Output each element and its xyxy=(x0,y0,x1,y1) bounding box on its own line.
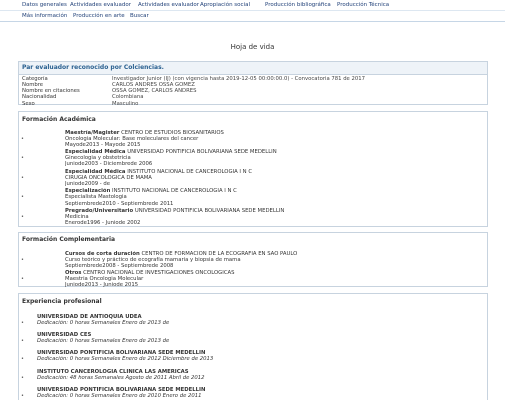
bullet: • xyxy=(21,256,24,263)
top-navigation xyxy=(0,0,505,22)
institution: INSTITUTO NACIONAL DE CANCEROLOGIA I N C xyxy=(112,188,237,195)
institution: CENTRO DE FORMACION DE LA ECOGRAFIA EN SAO PAULO xyxy=(141,250,298,257)
bullet: • xyxy=(21,276,24,283)
organization: UNIVERSIDAD PONTIFICIA BOLIVARIANA SEDE MEDELLIN xyxy=(37,350,206,357)
list-item xyxy=(19,369,487,381)
list-item xyxy=(19,350,487,362)
bullet: • xyxy=(21,393,24,399)
program: Oncologia Molecular: Base moleculares del cancer xyxy=(65,135,199,142)
bullet: • xyxy=(21,135,24,142)
degree-type: Pregrado/Universitario xyxy=(65,207,134,214)
label-categoria: Categoría xyxy=(22,75,48,82)
dates: Juniode2009 - de xyxy=(65,181,110,187)
list-item xyxy=(19,387,487,399)
organization: UNIVERSIDAD DE ANTIOQUIA UDEA xyxy=(37,313,142,320)
evaluator-header: Par evaluador reconocido por Colciencias. xyxy=(19,62,487,75)
dates: Juniode2003 - Diciembrede 2006 xyxy=(65,161,153,168)
list-item xyxy=(19,169,487,188)
institution: UNIVERSIDAD PONTIFICIA BOLIVARIANA SEDE MEDELLIN xyxy=(127,149,277,156)
dates: Mayode2013 - Mayode 2015 xyxy=(65,141,141,148)
formacion-academica-panel xyxy=(18,111,488,227)
bullet: • xyxy=(21,319,24,326)
program: Especialista Mastologia xyxy=(65,194,127,201)
nav-apropiacion-social[interactable]: Apropiación social xyxy=(200,2,250,8)
dedication: Dedicación: 48 horas Semanales Agosto de 2011 Abril de 2012 xyxy=(37,374,205,381)
dedication: Dedicación: 0 horas Semanales Enero de 2013 de xyxy=(37,319,170,326)
value-categoria: Investigador Junior (IJ) (con vigencia hasta 2019-12-05 00:00:00.0) - Convocatoria 781 de 2017 xyxy=(112,75,365,82)
label-nacionalidad: Nacionalidad xyxy=(22,94,57,101)
bullet: • xyxy=(21,356,24,363)
nav-actividades-evaluador[interactable]: Actividades evaluador xyxy=(70,2,132,8)
degree-type: Especialidad Médica xyxy=(65,149,126,156)
formacion-academica-title: Formación Académica xyxy=(22,116,96,123)
dedication: Dedicación: 0 horas Semanales Enero de 2012 Diciembre de 2013 xyxy=(37,356,214,363)
dates: Septiembrede2008 - Septiembrede 2008 xyxy=(65,262,174,269)
program: Curso teórico y práctico de ecografía mamaria y biopsia de mama xyxy=(65,256,241,263)
dates: Septiembrede2010 - Septiembrede 2011 xyxy=(65,200,174,207)
dedication: Dedicación: 0 horas Semanales Enero de 2013 de xyxy=(37,338,170,345)
organization: INSTITUTO CANCEROLOGIA CLINICA LAS AMERICAS xyxy=(37,368,189,375)
label-nombre: Nombre xyxy=(22,81,44,88)
bullet: • xyxy=(21,174,24,181)
list-item xyxy=(19,130,487,149)
formacion-complementaria-panel xyxy=(18,232,488,287)
institution: CENTRO NACIONAL DE INVESTIGACIONES ONCOLOGICAS xyxy=(83,270,235,277)
general-info-panel xyxy=(18,61,488,105)
experiencia-title: Experiencia profesional xyxy=(22,298,102,305)
program: Ginecologia y obstetricia xyxy=(65,155,131,162)
label-nombre-citaciones: Nombre en citaciones xyxy=(22,88,80,95)
experiencia-panel xyxy=(18,293,488,400)
page-title: Hoja de vida xyxy=(230,43,275,51)
nav-buscar[interactable]: Buscar xyxy=(130,13,149,19)
nav-separator xyxy=(0,10,505,11)
nav-produccion-en-arte[interactable]: Producción en arte xyxy=(73,13,125,19)
program: Maestria Oncologia Molecular xyxy=(65,276,144,283)
program: Medicina xyxy=(65,213,89,220)
degree-type: Maestría/Magister xyxy=(65,129,120,136)
list-item xyxy=(19,188,487,207)
organization: UNIVERSIDAD PONTIFICIA BOLIVARIANA SEDE MEDELLIN xyxy=(37,387,206,393)
course-type: Cursos de corta duración xyxy=(65,250,140,257)
value-nombre: CARLOS ANDRES OSSA GOMEZ xyxy=(112,81,195,88)
course-type: Otros xyxy=(65,270,82,277)
formacion-complementaria-title: Formación Complementaria xyxy=(22,236,116,243)
institution: UNIVERSIDAD PONTIFICIA BOLIVARIANA SEDE MEDELLIN xyxy=(134,207,285,214)
bullet: • xyxy=(21,337,24,344)
institution: CENTRO DE ESTUDIOS BIOSANITARIOS xyxy=(121,129,224,136)
dates: Juniode2013 - Juniode 2015 xyxy=(65,282,139,289)
program: CIRUGIA ONCOLOGICA DE MAMA xyxy=(65,174,152,181)
list-item xyxy=(19,270,487,289)
dedication: Dedicación: 0 horas Semanales Enero de 2010 Enero de 2011 xyxy=(37,393,202,400)
nav-datos-generales[interactable]: Datos generales xyxy=(22,2,67,8)
nav-mas-informacion[interactable]: Más información xyxy=(22,13,68,19)
institution: INSTITUTO NACIONAL DE CANCEROLOGIA I N C xyxy=(127,168,253,175)
list-item xyxy=(19,314,487,326)
value-nombre-citaciones: OSSA GOMEZ, CARLOS ANDRES xyxy=(112,88,197,95)
label-sexo: Sexo xyxy=(22,100,35,107)
nav-actividades-evaluador-2[interactable]: Actividades evaluador xyxy=(138,2,200,8)
list-item xyxy=(19,149,487,168)
bullet: • xyxy=(21,213,24,220)
list-item xyxy=(19,332,487,344)
bullet: • xyxy=(21,155,24,162)
bullet: • xyxy=(21,374,24,381)
list-item xyxy=(19,208,487,227)
value-sexo: Masculino xyxy=(112,100,139,107)
degree-type: Especialidad Médica xyxy=(65,168,126,175)
degree-type: Especialización xyxy=(65,188,111,195)
nav-produccion-bibliografica[interactable]: Producción bibliográfica xyxy=(265,2,331,8)
list-item xyxy=(19,251,487,270)
nav-produccion-tecnica[interactable]: Producción Técnica xyxy=(337,2,390,8)
dates: Enerode1996 - Juniode 2002 xyxy=(65,220,141,227)
organization: UNIVERSIDAD CES xyxy=(37,331,92,338)
bullet: • xyxy=(21,194,24,201)
value-nacionalidad: Colombiana xyxy=(112,94,144,101)
